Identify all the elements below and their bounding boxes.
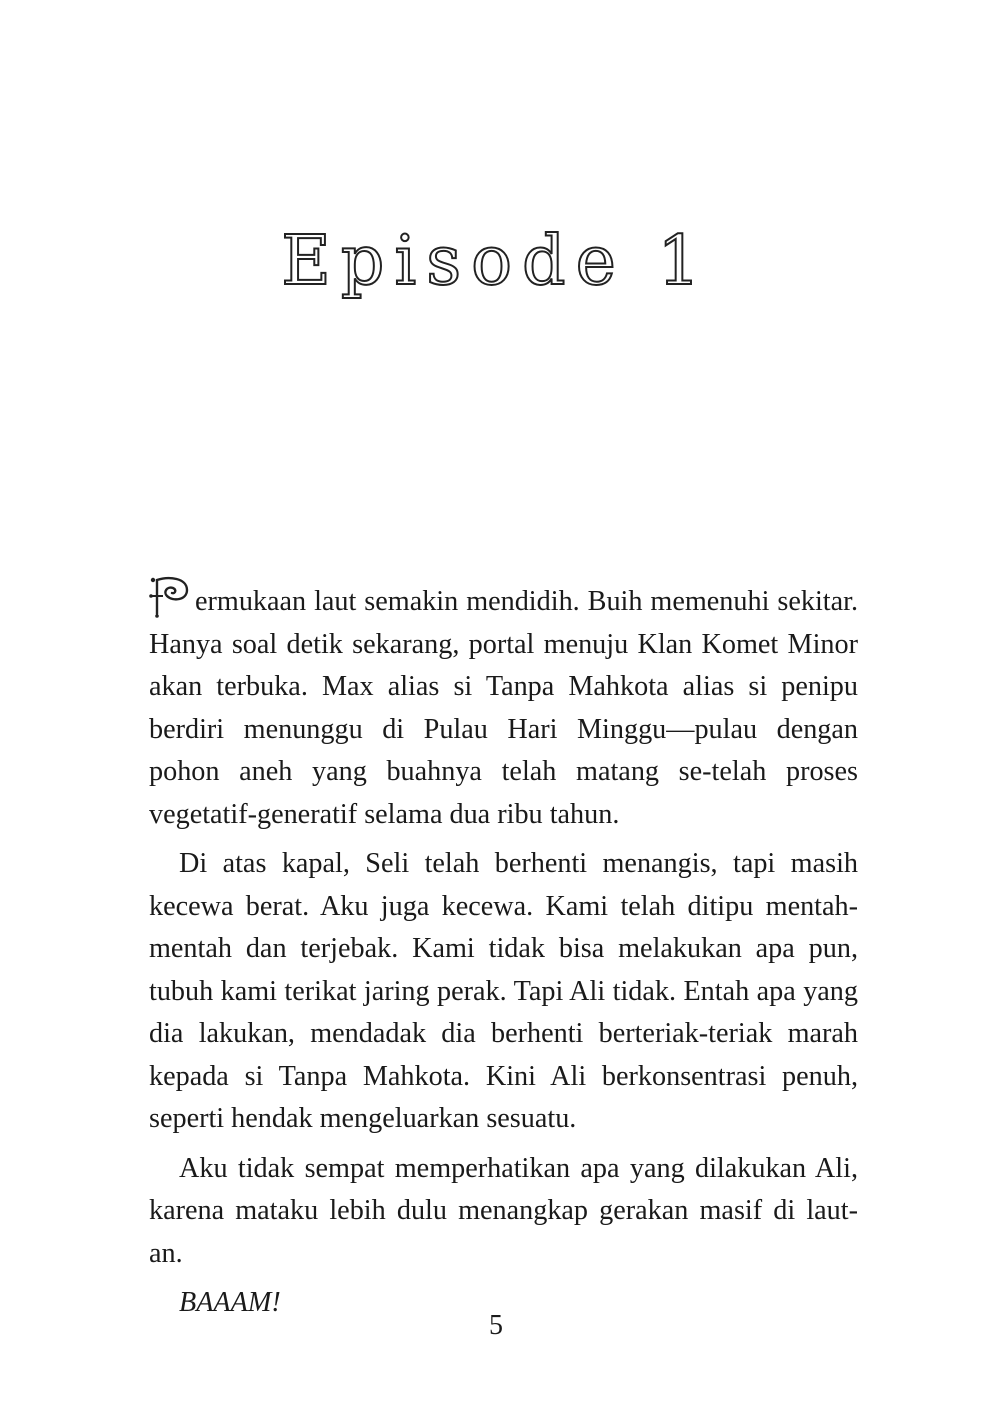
paragraph-1 bbox=[149, 574, 858, 836]
paragraph-3: Aku tidak sempat memperhatikan apa yang dilakukan Ali, karena mataku lebih dulu menangkap gerakan masif di laut-an. bbox=[149, 1152, 858, 1269]
page-number: 5 bbox=[489, 1310, 503, 1341]
decorative-dropcap-icon bbox=[149, 574, 193, 618]
body-text bbox=[149, 574, 858, 1332]
paragraph-4: BAAAM! bbox=[179, 1287, 281, 1318]
paragraph-2: Di atas kapal, Seli telah berhenti menangis, tapi masih kecewa berat. Aku juga kecewa. Kami telah ditipu mentah-mentah dan terjebak. Kami tidak bisa melakukan apa pun, tubuh kami terikat jaring perak. Tapi Ali tidak. Entah apa yang dia lakukan, mendadak dia berhenti berteriak-teriak marah kepada si Tanpa Mahkota. Kini Ali berkonsentrasi penuh, seperti hendak mengeluarkan sesuatu. bbox=[149, 848, 858, 1134]
chapter-title: Episode 1 bbox=[281, 221, 711, 301]
paragraph-1-text: ermukaan laut semakin mendidih. Buih memenuhi sekitar. Hanya soal detik sekarang, portal menuju Klan Komet Minor akan terbuka. Max alias si Tanpa Mahkota alias si penipu berdiri menunggu di Pulau Hari Minggu—pulau dengan pohon aneh yang buahnya telah matang se-telah proses vegetatif-generatif selama dua ribu tahun. bbox=[149, 586, 858, 830]
dropcap-ornament bbox=[149, 574, 193, 618]
